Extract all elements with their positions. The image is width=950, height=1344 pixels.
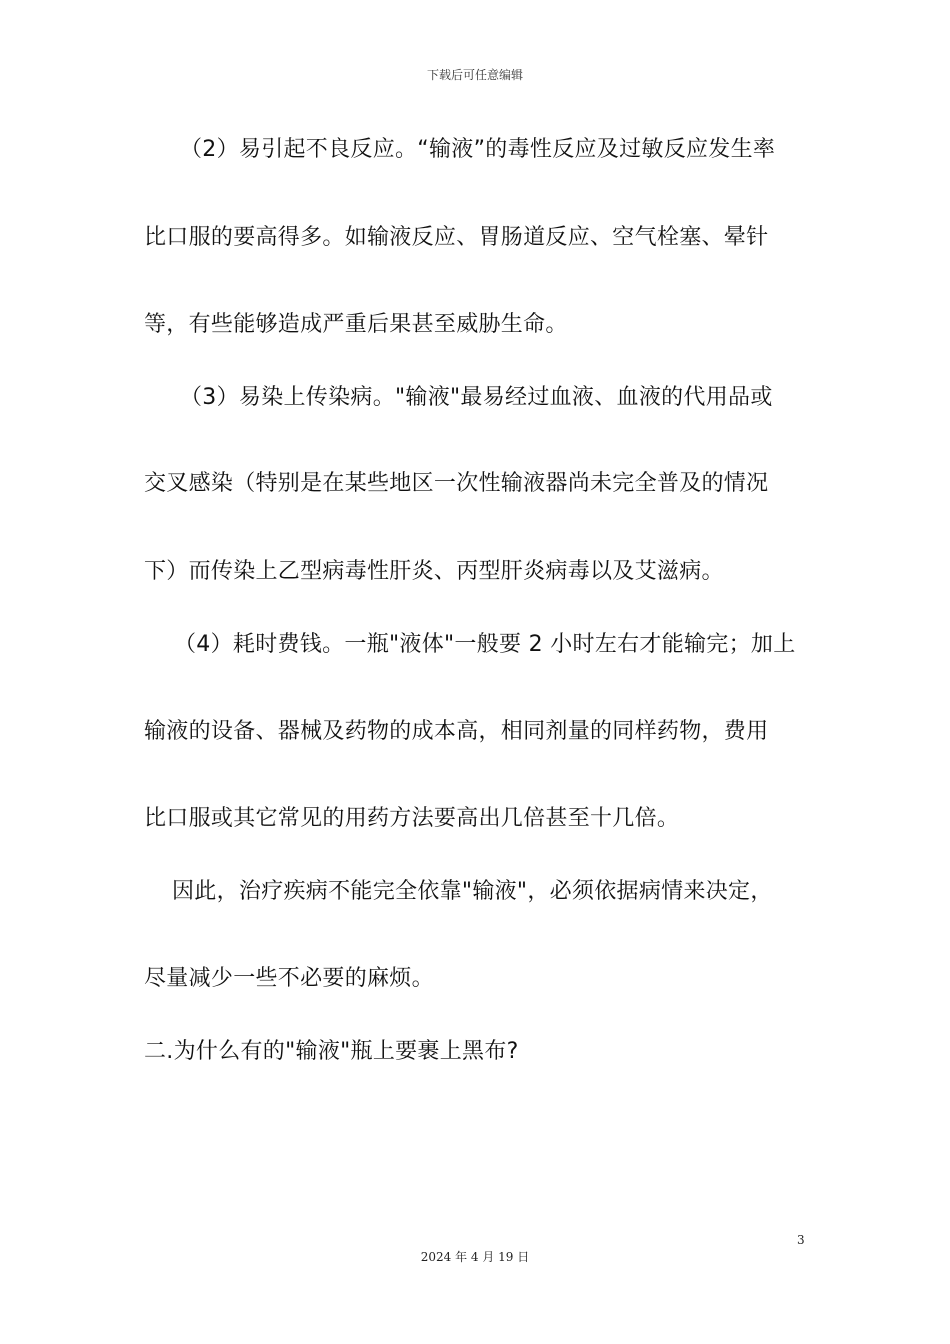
paragraph-line: 因此，治疗疾病不能完全依靠"输液"，必须依据病情来决定， [172,879,773,904]
page-number: 3 [797,1233,805,1247]
paragraph-line: 比口服的要高得多。如输液反应、胃肠道反应、空气栓塞、晕针 [144,225,769,250]
paragraph-line: 输液的设备、器械及药物的成本高，相同剂量的同样药物，费用 [144,719,769,744]
paragraph-line: 尽量减少一些不必要的麻烦。 [144,966,434,991]
footer-date: 2024 年 4 月 19 日 [420,1250,530,1264]
paragraph-line: 下）而传染上乙型病毒性肝炎、丙型肝炎病毒以及艾滋病。 [144,559,724,584]
section-heading: 二.为什么有的"输液"瓶上要裹上黑布? [144,1039,519,1064]
paragraph-line: 交叉感染（特别是在某些地区一次性输液器尚未完全普及的情况 [144,471,769,496]
paragraph-line: （4）耗时费钱。一瓶"液体"一般要 2 小时左右才能输完；加上 [174,632,796,657]
page-header: 下载后可任意编辑 [426,68,523,82]
paragraph-line: （2）易引起不良反应。“输液”的毒性反应及过敏反应发生率 [180,137,776,162]
paragraph-line: 等，有些能够造成严重后果甚至威胁生命。 [144,312,568,337]
paragraph-line: （3）易染上传染病。"输液"最易经过血液、血液的代用品或 [180,385,773,410]
paragraph-line: 比口服或其它常见的用药方法要高出几倍甚至十几倍。 [144,806,680,831]
